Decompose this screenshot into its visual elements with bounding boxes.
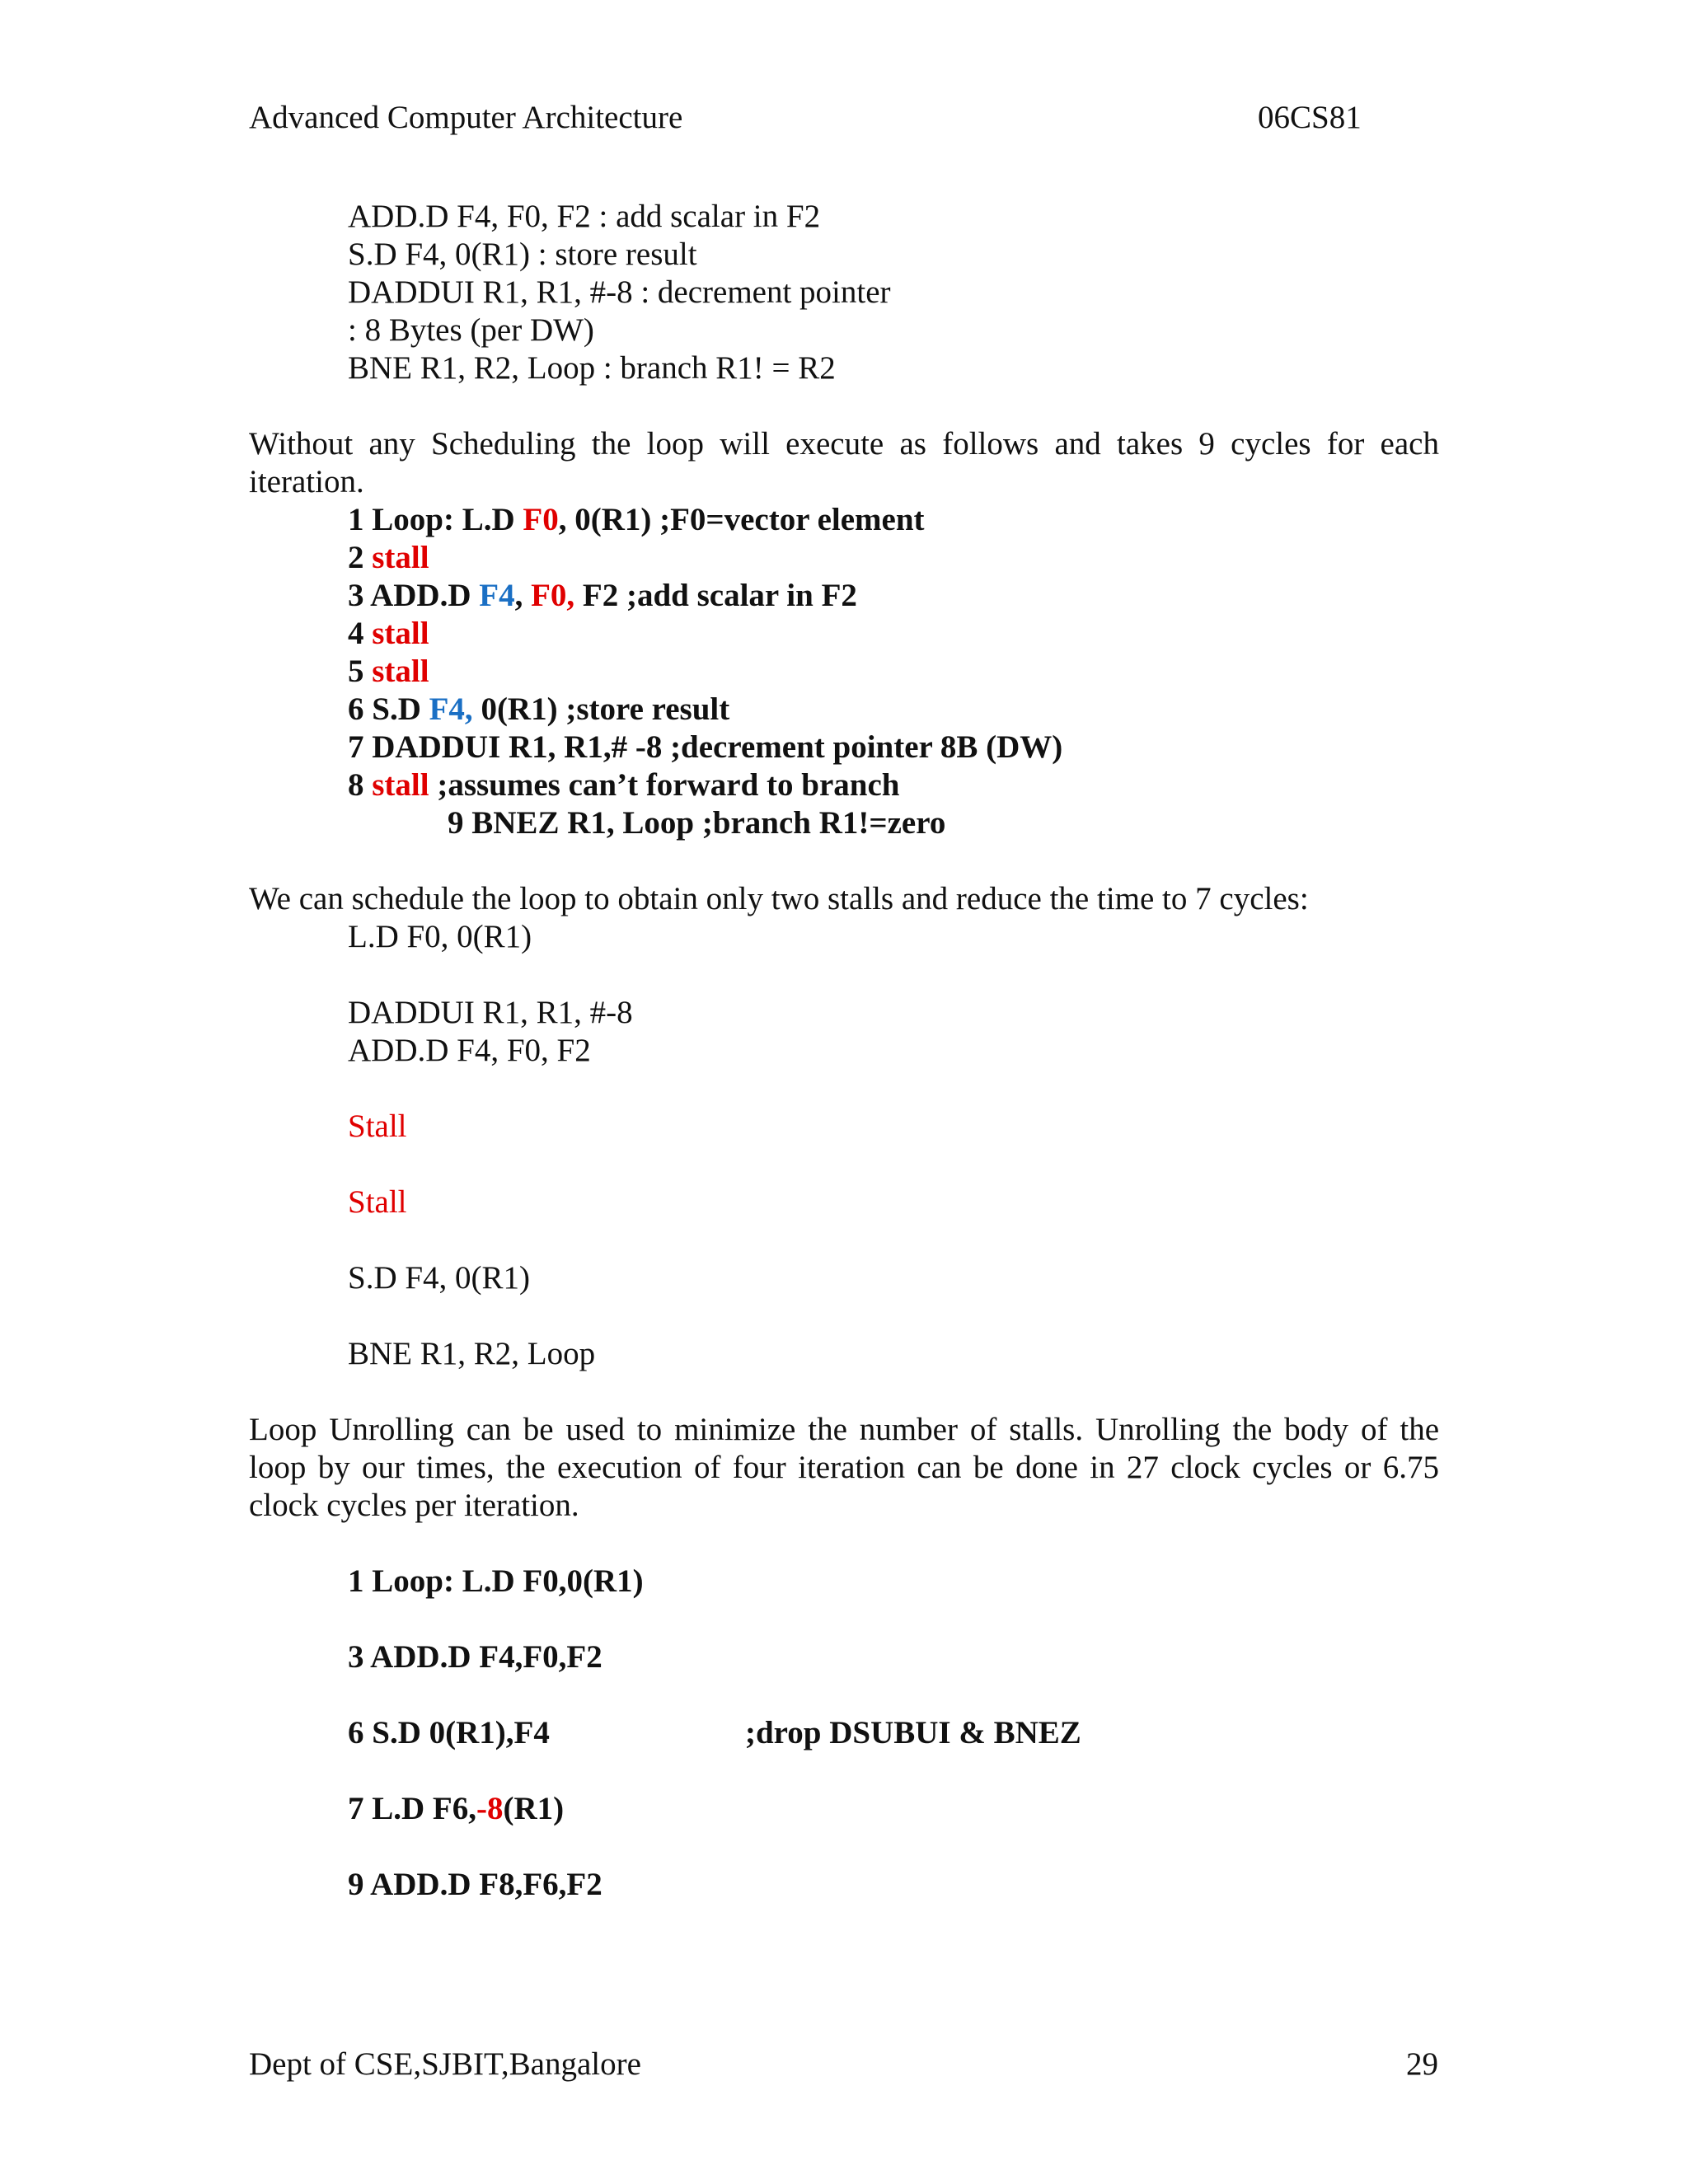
paragraph-line: loop by our times, the execution of four iteration can be done in 27 clock cycles or 6.75 xyxy=(249,1450,1439,1485)
unrolled-line: 6 S.D 0(R1),F4 xyxy=(348,1715,550,1750)
scheduled-line: DADDUI R1, R1, #-8 xyxy=(348,995,633,1030)
scheduled-line: L.D F0, 0(R1) xyxy=(348,919,532,954)
unscheduled-line-3: 3 ADD.D F4, F0, F2 ;add scalar in F2 xyxy=(348,578,857,613)
unscheduled-line-2: 2 stall xyxy=(348,540,429,575)
code-line: ADD.D F4, F0, F2 : add scalar in F2 xyxy=(348,199,821,234)
header-course-code: 06CS81 xyxy=(1258,100,1362,135)
unrolled-line: 7 L.D F6,-8(R1) xyxy=(348,1791,565,1826)
unscheduled-line-6: 6 S.D F4, 0(R1) ;store result xyxy=(348,691,730,727)
header-title: Advanced Computer Architecture xyxy=(249,100,683,135)
paragraph-line: clock cycles per iteration. xyxy=(249,1488,579,1523)
unrolled-comment: ;drop DSUBUI & BNEZ xyxy=(745,1715,1081,1750)
page-number: 29 xyxy=(1406,2046,1438,2082)
unscheduled-line-9: 9 BNEZ R1, Loop ;branch R1!=zero xyxy=(448,805,946,841)
code-line: BNE R1, R2, Loop : branch R1! = R2 xyxy=(348,350,836,386)
code-line: DADDUI R1, R1, #-8 : decrement pointer xyxy=(348,274,891,310)
unrolled-line: 9 ADD.D F8,F6,F2 xyxy=(348,1867,603,1902)
paragraph-line: Loop Unrolling can be used to minimize the number of stalls. Unrolling the body of the xyxy=(249,1412,1439,1447)
unrolled-line: 1 Loop: L.D F0,0(R1) xyxy=(348,1563,644,1599)
scheduled-line: S.D F4, 0(R1) xyxy=(348,1260,531,1296)
scheduled-stall: Stall xyxy=(348,1184,407,1220)
scheduled-line: ADD.D F4, F0, F2 xyxy=(348,1033,591,1068)
scheduled-line: BNE R1, R2, Loop xyxy=(348,1336,596,1371)
unscheduled-line-5: 5 stall xyxy=(348,654,429,689)
code-line: S.D F4, 0(R1) : store result xyxy=(348,237,697,272)
paragraph-loop-unrolling xyxy=(249,1411,1439,1525)
footer-department: Dept of CSE,SJBIT,Bangalore xyxy=(249,2046,641,2082)
paragraph-scheduling-intro: We can schedule the loop to obtain only two stalls and reduce the time to 7 cycles: xyxy=(249,881,1309,916)
paragraph-unscheduled-intro xyxy=(249,425,1439,501)
unscheduled-line-4: 4 stall xyxy=(348,616,429,651)
unscheduled-line-1: 1 Loop: L.D F0, 0(R1) ;F0=vector element xyxy=(348,502,925,537)
paragraph-line: Without any Scheduling the loop will execute as follows and takes 9 cycles for each xyxy=(249,426,1439,462)
unscheduled-line-7: 7 DADDUI R1, R1,# -8 ;decrement pointer 8B (DW) xyxy=(348,729,1063,765)
unscheduled-line-8: 8 stall ;assumes can’t forward to branch xyxy=(348,767,900,803)
paragraph-line: iteration. xyxy=(249,464,364,499)
scheduled-stall: Stall xyxy=(348,1108,407,1144)
unrolled-line: 3 ADD.D F4,F0,F2 xyxy=(348,1639,603,1675)
code-line: : 8 Bytes (per DW) xyxy=(348,312,594,348)
